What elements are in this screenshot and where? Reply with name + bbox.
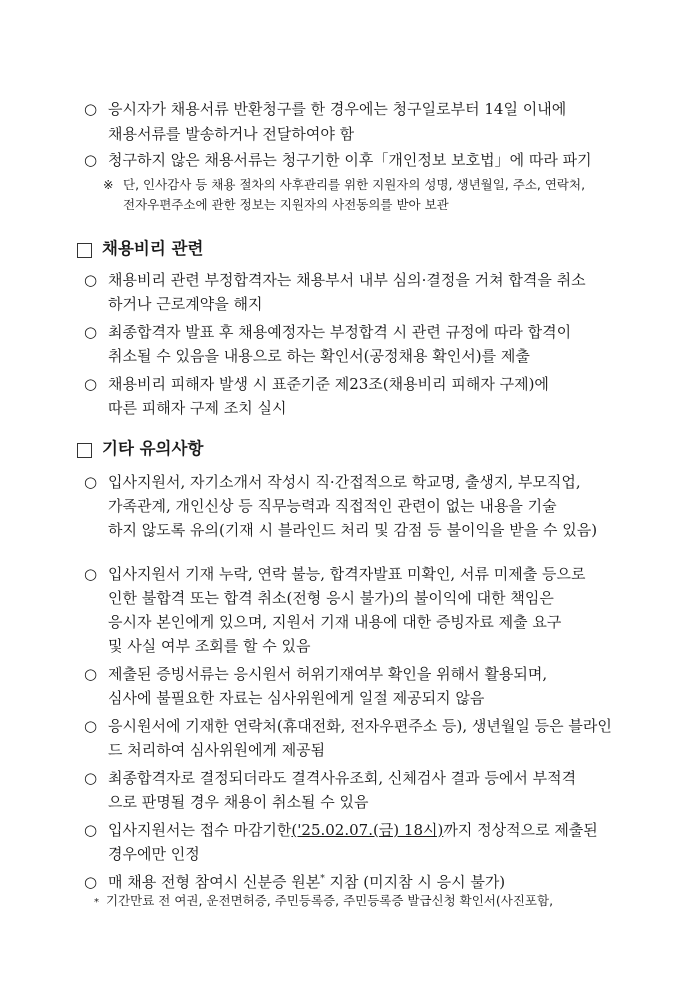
list-item-line: 하거나 근로계약을 해지 bbox=[108, 295, 263, 313]
bullet-circle-icon: ○ bbox=[84, 323, 98, 341]
bullet-circle-icon: ○ bbox=[84, 717, 98, 735]
note-mark-icon: ※ bbox=[103, 177, 114, 192]
bullet-circle-icon: ○ bbox=[84, 821, 98, 839]
bullet-circle-icon: ○ bbox=[84, 375, 98, 393]
list-item-line: 최종합격자 발표 후 채용예정자는 부정합격 시 관련 규정에 따라 합격이 bbox=[108, 323, 572, 341]
id-text-pre: 매 채용 전형 참여시 신분증 원본 bbox=[108, 873, 321, 891]
list-item-line: 드 처리하여 심사위원에게 제공됨 bbox=[108, 741, 326, 759]
id-text-post: 지참 (미지참 시 응시 불가) bbox=[324, 873, 506, 891]
list-item-line: 입사지원서, 자기소개서 작성시 직·간접적으로 학교명, 출생지, 부모직업, bbox=[108, 473, 581, 491]
note-line: 전자우편주소에 관한 정보는 지원자의 사전동의를 받아 보관 bbox=[123, 197, 449, 212]
list-item-line: 응시원서에 기재한 연락처(휴대전화, 전자우편주소 등), 생년월일 등은 블라인 bbox=[108, 717, 612, 735]
list-item-line bbox=[108, 820, 598, 840]
deadline-text-post: 까지 정상적으로 제출된 bbox=[443, 821, 598, 839]
list-item-line: 경우에만 인정 bbox=[108, 845, 200, 863]
list-item-line: 인한 불합격 또는 합격 취소(전형 응시 불가)의 불이익에 대한 책임은 bbox=[108, 589, 554, 607]
list-item-line: 청구하지 않은 채용서류는 청구기한 이후「개인정보 보호법」에 따라 파기 bbox=[108, 151, 592, 169]
bullet-circle-icon: ○ bbox=[84, 100, 98, 118]
deadline-text-pre: 입사지원서는 접수 마감기한 bbox=[108, 821, 292, 839]
list-item-line: 채용비리 피해자 발생 시 표준기준 제23조(채용비리 피해자 구제)에 bbox=[108, 375, 549, 393]
list-item-line: 으로 판명될 경우 채용이 취소될 수 있음 bbox=[108, 793, 369, 811]
section-title: 기타 유의사항 bbox=[102, 439, 204, 458]
list-item-line: 취소될 수 있음을 내용으로 하는 확인서(공정채용 확인서)를 제출 bbox=[108, 347, 530, 365]
bullet-circle-icon: ○ bbox=[84, 873, 98, 891]
footnote-marker: * bbox=[320, 874, 325, 884]
list-item-line: 및 사실 여부 조회를 할 수 있음 bbox=[108, 637, 311, 655]
list-item-line: 응시자 본인에게 있으며, 지원서 기재 내용에 대한 증빙자료 제출 요구 bbox=[108, 613, 562, 631]
list-item-line: 최종합격자로 결정되더라도 결격사유조회, 신체검사 결과 등에서 부적격 bbox=[108, 769, 577, 787]
list-item-line: 따른 피해자 구제 조치 실시 bbox=[108, 399, 287, 417]
bullet-circle-icon: ○ bbox=[84, 565, 98, 583]
bullet-circle-icon: ○ bbox=[84, 151, 98, 169]
list-item-line: 응시자가 채용서류 반환청구를 한 경우에는 청구일로부터 14일 이내에 bbox=[108, 100, 567, 118]
list-item-line: 채용서류를 발송하거나 전달하여야 함 bbox=[108, 125, 355, 143]
list-item-line: 하지 않도록 유의(기재 시 블라인드 처리 및 감점 등 불이익을 받을 수 있음) bbox=[108, 521, 598, 539]
checkbox-square-icon bbox=[77, 243, 92, 258]
bullet-circle-icon: ○ bbox=[84, 769, 98, 787]
list-item-line: 제출된 증빙서류는 응시원서 허위기재여부 확인을 위해서 활용되며, bbox=[108, 665, 548, 683]
deadline-date: ('25.02.07.(금) 18시) bbox=[291, 821, 444, 839]
bullet-circle-icon: ○ bbox=[84, 665, 98, 683]
bullet-circle-icon: ○ bbox=[84, 271, 98, 289]
list-item-line: 가족관계, 개인신상 등 직무능력과 직접적인 관련이 없는 내용을 기술 bbox=[108, 497, 557, 515]
footnote-asterisk-icon: * bbox=[94, 897, 99, 908]
list-item-line bbox=[108, 872, 505, 892]
list-item-line: 채용비리 관련 부정합격자는 채용부서 내부 심의·결정을 거쳐 합격을 취소 bbox=[108, 271, 586, 289]
checkbox-square-icon bbox=[77, 443, 92, 458]
list-item-line: 입사지원서 기재 누락, 연락 불능, 합격자발표 미확인, 서류 미제출 등으로 bbox=[108, 565, 586, 583]
bullet-circle-icon: ○ bbox=[84, 473, 98, 491]
section-title: 채용비리 관련 bbox=[102, 239, 204, 258]
footnote-text: 기간만료 전 여권, 운전면허증, 주민등록증, 주민등록증 발급신청 확인서(사진포함, bbox=[106, 893, 554, 908]
note-line: 단, 인사감사 등 채용 절차의 사후관리를 위한 지원자의 성명, 생년월일, 주소, 연락처, bbox=[123, 177, 586, 192]
list-item-line: 심사에 불필요한 자료는 심사위원에게 일절 제공되지 않음 bbox=[108, 689, 485, 707]
